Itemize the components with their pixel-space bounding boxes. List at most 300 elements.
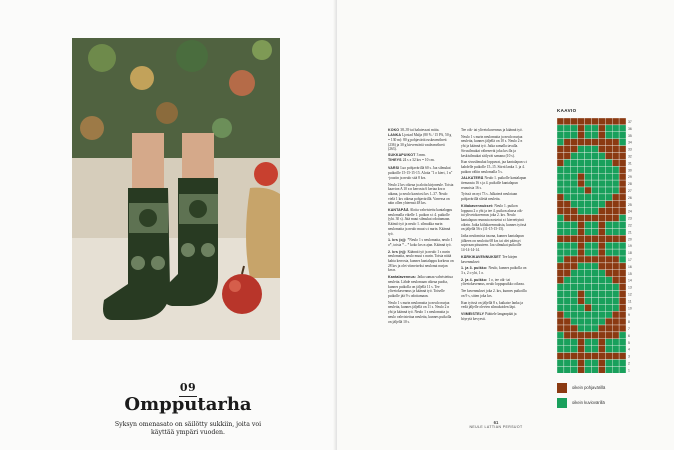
row-number: 20 xyxy=(627,237,632,242)
chart-cell xyxy=(585,318,592,325)
chart-cell xyxy=(619,173,626,180)
col-b-paragraph xyxy=(461,160,527,174)
chart-cell xyxy=(598,277,605,284)
row-number: 34 xyxy=(627,140,632,145)
chart-cell xyxy=(571,187,578,194)
chart-cell xyxy=(619,284,626,291)
chart-cell xyxy=(592,187,599,194)
chart-cell xyxy=(605,346,612,353)
chart-cell xyxy=(592,201,599,208)
chart-cell xyxy=(564,132,571,139)
chart-cell xyxy=(592,132,599,139)
col-a-paragraph xyxy=(388,250,454,274)
chart-cell xyxy=(578,125,585,132)
chart-cell xyxy=(598,339,605,346)
col-b-paragraph xyxy=(461,128,527,133)
chart-cell xyxy=(571,318,578,325)
chart-cell xyxy=(571,118,578,125)
chart-cell xyxy=(619,353,626,360)
chart-cell xyxy=(592,270,599,277)
chart-cell xyxy=(598,208,605,215)
chart-cell xyxy=(598,311,605,318)
chart-cell xyxy=(612,277,619,284)
row-number: 23 xyxy=(627,216,632,221)
chart-cell xyxy=(598,125,605,132)
paragraph-text: Kun sivusilmukat loppuvat, jaa kantalapun s:t kahdelle puikolle 15–15. Siirrä lanka 1. ja 4. puikon väliin neulomalla 5 s. xyxy=(461,160,527,174)
chart-cell xyxy=(578,180,585,187)
chart-cell xyxy=(557,132,564,139)
chart-cell xyxy=(578,366,585,373)
chart-cell xyxy=(564,242,571,249)
chart-cell xyxy=(592,180,599,187)
chart-cell xyxy=(557,242,564,249)
paragraph-text: Luo pohjavärillä 60 s. Jaa silmukat puikoille 15-15-15-15. Aloita "1 o kiert, 1 n" -joustin ja neulo sitä 8 krs. xyxy=(388,166,453,180)
chart-cell xyxy=(605,173,612,180)
col-a-paragraph xyxy=(388,208,454,236)
chart-cell xyxy=(564,263,571,270)
chart-cell xyxy=(619,304,626,311)
chart-cell xyxy=(598,146,605,153)
col-a-paragraph xyxy=(388,166,454,180)
col-b-body xyxy=(461,128,527,321)
chart-cell xyxy=(571,215,578,222)
paragraph-text: Neulo 2 krs oikeaa ja aloita kirjoneule. Toista kaavion A 10 s:n kerrosta 6 kertaa krs:n aikana, ja neulo kaaviosi krs 1–37. Neulo vielä 1 krs oikeaa pohjavärillä. Varressa on näin ollen yhteensä 48 krs. xyxy=(388,182,454,206)
chart-cell xyxy=(564,152,571,159)
chart-cell xyxy=(571,159,578,166)
chart-cell xyxy=(619,256,626,263)
chart-cell xyxy=(612,187,619,194)
paragraph-text: Päättele langanpäät ja höyrytä kevyesti. xyxy=(461,311,517,321)
chart-cell xyxy=(605,277,612,284)
col-b-paragraph xyxy=(461,266,527,275)
chart-cell xyxy=(619,359,626,366)
spec-label: TIHEYS xyxy=(388,157,403,162)
chart-cell xyxy=(619,221,626,228)
chart-cell xyxy=(578,311,585,318)
chart-cell xyxy=(578,221,585,228)
chart-cell xyxy=(557,215,564,222)
chart-cell xyxy=(564,366,571,373)
chart-cell xyxy=(612,339,619,346)
chart-cell xyxy=(585,201,592,208)
chart-cell xyxy=(605,235,612,242)
row-number: 36 xyxy=(627,126,632,131)
row-number: 4 xyxy=(627,347,630,352)
row-number: 18 xyxy=(627,251,632,256)
section-label: Kantalavennus: xyxy=(388,275,418,280)
chart-cell xyxy=(598,242,605,249)
paragraph-text: Kun työssä on jäljellä 8 s, katkaise lanka ja vedä jäljelle olevien silmukoiden läpi. xyxy=(461,300,523,310)
chart-cell xyxy=(619,215,626,222)
chart-cell xyxy=(612,180,619,187)
chart-cell xyxy=(605,311,612,318)
row-number: 26 xyxy=(627,195,632,200)
chart-cell xyxy=(585,297,592,304)
chart-cell xyxy=(612,146,619,153)
chart-cell xyxy=(605,118,612,125)
row-number: 19 xyxy=(627,244,632,249)
chart-cell xyxy=(578,201,585,208)
chart-cell xyxy=(612,311,619,318)
chart-cell xyxy=(571,366,578,373)
chart-cell xyxy=(598,173,605,180)
chart-cell xyxy=(612,152,619,159)
chart-cell xyxy=(592,152,599,159)
chart-cell xyxy=(564,146,571,153)
col-a-paragraph xyxy=(388,301,454,325)
row-number: 16 xyxy=(627,264,632,269)
chart-cell xyxy=(571,125,578,132)
chart-title: KAAVIO xyxy=(557,108,577,113)
chart-cell xyxy=(619,187,626,194)
chart-cell xyxy=(598,366,605,373)
chart-cell xyxy=(619,208,626,215)
chart-cell xyxy=(571,284,578,291)
chart-cell xyxy=(564,353,571,360)
chart-cell xyxy=(585,228,592,235)
chart-cell xyxy=(571,194,578,201)
chart-cell xyxy=(564,215,571,222)
chart-cell xyxy=(564,325,571,332)
chart-cell xyxy=(571,132,578,139)
chart-cell xyxy=(619,263,626,270)
spec-text: 3 mm. xyxy=(416,152,426,157)
chart-cell xyxy=(605,187,612,194)
chart-cell xyxy=(605,215,612,222)
chart-cell xyxy=(564,194,571,201)
chart-cell xyxy=(571,270,578,277)
chart-cell xyxy=(592,125,599,132)
chart-cell xyxy=(557,318,564,325)
chart-cell xyxy=(564,208,571,215)
chart-cell xyxy=(578,339,585,346)
knitted-socks-photo xyxy=(72,38,280,340)
chart-cell xyxy=(612,159,619,166)
chart-cell xyxy=(557,118,564,125)
section-label: VIIMEISTELY xyxy=(461,311,486,316)
chart-cell xyxy=(578,139,585,146)
chart-cell xyxy=(557,139,564,146)
chart-cell xyxy=(585,242,592,249)
section-label: KÄRKIKAVENNUKSET xyxy=(461,254,503,259)
chart-cell xyxy=(605,159,612,166)
chart-cell xyxy=(564,270,571,277)
col-a-paragraph xyxy=(388,275,454,299)
chart-cell xyxy=(578,270,585,277)
chart-cell xyxy=(571,277,578,284)
chart-cell xyxy=(564,235,571,242)
chart-cell xyxy=(605,318,612,325)
chart-cell xyxy=(571,242,578,249)
chart-cell xyxy=(619,290,626,297)
paragraph-text: Neulo 1 s nurin neulomatta ja neulo nurjaa neuletta, kunnes jäljellä on 10 s. Neulo 2 n yht ja käännä työ. Jatka samalla tavalla. Sivusilmukat vähenevät joka krs:lla ja keskisilmukat säilyvät samana (10 s). xyxy=(461,134,523,158)
chart-cell xyxy=(619,201,626,208)
chart-cell xyxy=(578,152,585,159)
chart-cell xyxy=(592,166,599,173)
section-label: 1. krs (oj): xyxy=(388,238,408,243)
paragraph-text: Tee kärjen kavennukset: xyxy=(461,254,518,264)
chart-cell xyxy=(564,297,571,304)
chart-cell xyxy=(612,366,619,373)
chart-cell xyxy=(578,297,585,304)
chart-cell xyxy=(571,311,578,318)
chart-cell xyxy=(578,208,585,215)
section-label: KANTAPÄÄ xyxy=(388,208,410,213)
chart-cell xyxy=(578,228,585,235)
chart-cell xyxy=(592,290,599,297)
page-number: 61 xyxy=(493,420,499,425)
chart-cell xyxy=(598,249,605,256)
chart-cell xyxy=(585,346,592,353)
chart-cell xyxy=(598,325,605,332)
row-number: 30 xyxy=(627,168,632,173)
chart-cell xyxy=(598,332,605,339)
chart-cell xyxy=(585,359,592,366)
chart-cell xyxy=(571,249,578,256)
chart-cell xyxy=(557,304,564,311)
spec-line xyxy=(388,128,454,133)
chart-cell xyxy=(578,353,585,360)
chart-cell xyxy=(585,311,592,318)
chart-cell xyxy=(585,284,592,291)
chart-cell xyxy=(557,146,564,153)
chart-cell xyxy=(557,284,564,291)
chart-cell xyxy=(598,118,605,125)
chart-cell xyxy=(612,325,619,332)
chart-cell xyxy=(578,132,585,139)
chart-cell xyxy=(578,290,585,297)
chart-cell xyxy=(578,159,585,166)
row-number: 15 xyxy=(627,271,632,276)
chart-cell xyxy=(557,339,564,346)
chart-cell xyxy=(571,139,578,146)
chart-cell xyxy=(564,228,571,235)
chart-cell xyxy=(605,125,612,132)
chart-cell xyxy=(578,166,585,173)
chart-cell xyxy=(612,304,619,311)
legend-label-background: oikein pohjavärillä xyxy=(572,385,606,390)
chart-cell xyxy=(564,311,571,318)
chart-cell xyxy=(592,311,599,318)
chart-cell xyxy=(571,353,578,360)
chart-cell xyxy=(598,194,605,201)
chart-cell xyxy=(592,304,599,311)
chart-cell xyxy=(585,339,592,346)
chart-cell xyxy=(557,270,564,277)
row-number: 10 xyxy=(627,306,632,311)
col-b-paragraph xyxy=(461,312,527,321)
chart-cell xyxy=(612,332,619,339)
chart-cell xyxy=(612,353,619,360)
chart-cell xyxy=(612,346,619,353)
chart-cell xyxy=(619,194,626,201)
chart-cell xyxy=(571,235,578,242)
chart-cell xyxy=(619,318,626,325)
col-b-paragraph xyxy=(461,289,527,298)
row-number: 14 xyxy=(627,278,632,283)
chart-cell xyxy=(598,270,605,277)
chart-cell xyxy=(612,132,619,139)
section-label: Kiilakavennukset: xyxy=(461,203,495,208)
chart-cell xyxy=(598,215,605,222)
legend-label-pattern: oikein kuviovärillä xyxy=(572,400,605,405)
chart-cell xyxy=(605,284,612,291)
chart-cell xyxy=(592,159,599,166)
chart-cell xyxy=(598,235,605,242)
chart-cell xyxy=(605,256,612,263)
chart-cell xyxy=(564,173,571,180)
chart-cell xyxy=(612,263,619,270)
chart-cell xyxy=(564,290,571,297)
col-a-paragraph xyxy=(388,238,454,247)
chart-cell xyxy=(592,146,599,153)
chart-cell xyxy=(592,173,599,180)
chart-cell xyxy=(619,270,626,277)
chart-cell xyxy=(564,201,571,208)
chart-cell xyxy=(592,325,599,332)
chart-cell xyxy=(557,249,564,256)
chart-cell xyxy=(592,215,599,222)
paragraph-text: Neulo 1. puikolle kantalapun tiemaasta 16 s ja 4. puikolle kantalapun reunoista 16 s. xyxy=(461,176,527,190)
chart-cell xyxy=(557,235,564,242)
chart-cell xyxy=(564,339,571,346)
paragraph-text: Jatka neulomista tasona, kunnes kantalapun jälkeen on neulottu 68 krs tai olet päässyt sopivaan pituuteen. Jaa silmukat puikoille 14-14-14-14. xyxy=(461,234,524,253)
chart-cell xyxy=(571,146,578,153)
chart-cell xyxy=(605,353,612,360)
row-number: 13 xyxy=(627,285,632,290)
row-number: 12 xyxy=(627,292,632,297)
chart-cell xyxy=(619,332,626,339)
chart-cell xyxy=(592,228,599,235)
chart-cell xyxy=(557,173,564,180)
chart-cell xyxy=(598,353,605,360)
chart-cell xyxy=(585,187,592,194)
chart-cell xyxy=(612,215,619,222)
chart-cell xyxy=(605,166,612,173)
chart-cell xyxy=(585,173,592,180)
chart-cell xyxy=(619,152,626,159)
spec-label: KOKO xyxy=(388,128,401,132)
chart-cell xyxy=(578,118,585,125)
row-number: 22 xyxy=(627,223,632,228)
chart-cell xyxy=(619,159,626,166)
chart-cell xyxy=(592,346,599,353)
chart-cell xyxy=(585,166,592,173)
legend-swatch-pattern xyxy=(557,398,567,408)
chart-cell xyxy=(571,256,578,263)
section-label: 1. ja 3. puikko: xyxy=(461,266,489,271)
row-number: 2 xyxy=(627,361,630,366)
chart-cell xyxy=(598,263,605,270)
chart-cell xyxy=(598,359,605,366)
paragraph-text: Käännä työ ja neulo 1 s nurin neulomatta, neulo muut s nurin. Toista näitä kahta kerrosta, kunnes kantalappu korkeus on 28 krs ja olet viimeiseksi neulonut nurjan krs:n. xyxy=(388,249,454,273)
section-label: 2. ja 4. puikko: xyxy=(461,277,489,282)
chart-cell xyxy=(564,125,571,132)
chart-cell xyxy=(619,339,626,346)
chart-cell xyxy=(605,146,612,153)
chart-cell xyxy=(605,332,612,339)
chart-cell xyxy=(612,125,619,132)
chart-cell xyxy=(564,346,571,353)
chart-cell xyxy=(557,325,564,332)
chart-cell xyxy=(619,132,626,139)
chart-cell xyxy=(619,325,626,332)
chart-cell xyxy=(605,139,612,146)
spec-line xyxy=(388,158,454,163)
chart-cell xyxy=(585,146,592,153)
chart-cell xyxy=(571,304,578,311)
pattern-subtitle: Syksyn omenasato on säilötty sukkiin, joita voi käyttää ympäri vuoden. xyxy=(114,421,262,436)
chart-cell xyxy=(612,242,619,249)
chart-cell xyxy=(592,208,599,215)
chart-cell xyxy=(571,152,578,159)
chart-cell xyxy=(571,208,578,215)
chart-cell xyxy=(592,256,599,263)
chart-cell xyxy=(578,332,585,339)
chart-cell xyxy=(585,159,592,166)
chart-cell xyxy=(598,166,605,173)
row-number: 31 xyxy=(627,161,632,166)
chart-cell xyxy=(557,187,564,194)
chart-cell xyxy=(557,353,564,360)
chart-cell xyxy=(585,263,592,270)
row-number: 21 xyxy=(627,230,632,235)
chart-cell xyxy=(605,221,612,228)
row-number: 7 xyxy=(627,326,630,331)
chart-cell xyxy=(612,201,619,208)
row-number: 25 xyxy=(627,202,632,207)
spec-text: 38–39 tai halutessasi mitta. xyxy=(400,128,440,132)
chart-cell xyxy=(564,359,571,366)
chart-cell xyxy=(619,311,626,318)
chart-cell xyxy=(592,297,599,304)
chart-cell xyxy=(592,332,599,339)
chart-cell xyxy=(585,118,592,125)
chart-cell xyxy=(571,201,578,208)
spec-text: Ljostad Malja (80 % / 15 PA, 50 g = 130 m): 80 g pohjaväriä ruskeanvihreä (236) ja 30 g kirvenväriä vaaleanvihreä (263). xyxy=(388,133,452,152)
col-b-paragraph xyxy=(461,204,527,232)
row-number: 35 xyxy=(627,133,632,138)
chart-cell xyxy=(564,159,571,166)
chart-cell xyxy=(605,290,612,297)
section-label: VARSI xyxy=(388,166,401,171)
chart-cell xyxy=(585,249,592,256)
chart-cell xyxy=(578,325,585,332)
chart-cell xyxy=(619,242,626,249)
row-number: 3 xyxy=(627,354,630,359)
chart-cell xyxy=(605,366,612,373)
chart-cell xyxy=(598,304,605,311)
chart-cell xyxy=(557,359,564,366)
chart-cell xyxy=(557,346,564,353)
chart-cell xyxy=(571,339,578,346)
chart-cell xyxy=(598,201,605,208)
chart-cell xyxy=(578,318,585,325)
chart-cell xyxy=(564,256,571,263)
chart-cell xyxy=(619,139,626,146)
col-b-paragraph xyxy=(461,234,527,253)
section-label: 2. krs (nj): xyxy=(388,249,408,254)
chart-cell xyxy=(619,235,626,242)
chart-cell xyxy=(592,139,599,146)
chart-cell xyxy=(619,277,626,284)
chart-cell xyxy=(592,318,599,325)
chart-cell xyxy=(585,139,592,146)
chart-cell xyxy=(578,173,585,180)
chart-cell xyxy=(557,228,564,235)
chart-cell xyxy=(564,332,571,339)
chart-cell xyxy=(598,221,605,228)
